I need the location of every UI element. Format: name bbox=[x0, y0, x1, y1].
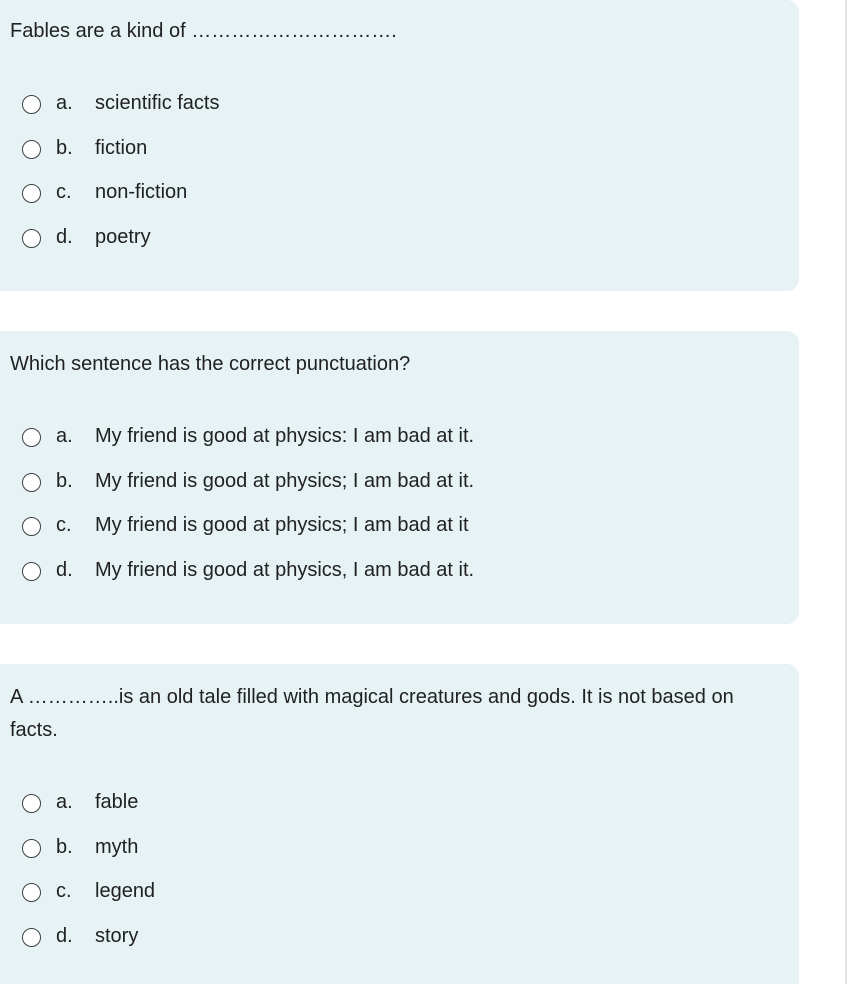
radio-button[interactable] bbox=[22, 473, 41, 492]
radio-button[interactable] bbox=[22, 229, 41, 248]
question-card-1 bbox=[0, 0, 799, 291]
option-text: legend bbox=[95, 880, 156, 902]
option-letter: d. bbox=[56, 924, 73, 947]
radio-button[interactable] bbox=[22, 428, 41, 447]
question-prompt: A …………..is an old tale filled with magical creatures and gods. It is not based on facts. bbox=[10, 686, 734, 741]
option-letter: c. bbox=[56, 514, 72, 536]
option-letter: d. bbox=[56, 225, 73, 248]
radio-button[interactable] bbox=[22, 517, 41, 536]
radio-button[interactable] bbox=[22, 794, 41, 813]
option-letter: a. bbox=[56, 92, 73, 114]
option-letter: b. bbox=[56, 835, 73, 858]
option-text: story bbox=[95, 924, 139, 947]
option-letter: a. bbox=[56, 791, 73, 813]
option-letter: a. bbox=[56, 425, 73, 447]
radio-button[interactable] bbox=[22, 184, 41, 203]
question-card-2 bbox=[0, 331, 799, 624]
option-text: fable bbox=[95, 791, 139, 813]
option-letter: c. bbox=[56, 880, 72, 902]
option-text: My friend is good at physics; I am bad at it. bbox=[95, 469, 475, 492]
radio-button[interactable] bbox=[22, 883, 41, 902]
radio-button[interactable] bbox=[22, 562, 41, 581]
radio-button[interactable] bbox=[22, 140, 41, 159]
option-text: fiction bbox=[95, 136, 148, 159]
option-text: myth bbox=[95, 835, 139, 858]
option-text: poetry bbox=[95, 225, 151, 248]
question-card-3 bbox=[0, 664, 799, 984]
radio-button[interactable] bbox=[22, 928, 41, 947]
option-text: non-fiction bbox=[95, 181, 188, 203]
radio-button[interactable] bbox=[22, 95, 41, 114]
option-text: My friend is good at physics, I am bad at it. bbox=[95, 558, 475, 581]
option-letter: b. bbox=[56, 469, 73, 492]
option-text: My friend is good at physics; I am bad at it bbox=[95, 514, 469, 536]
radio-button[interactable] bbox=[22, 839, 41, 858]
question-prompt: Fables are a kind of …………………………. bbox=[10, 20, 397, 42]
option-letter: c. bbox=[56, 181, 72, 203]
option-text: My friend is good at physics: I am bad at it. bbox=[95, 425, 475, 447]
option-letter: d. bbox=[56, 558, 73, 581]
question-prompt: Which sentence has the correct punctuation? bbox=[10, 353, 411, 375]
option-letter: b. bbox=[56, 136, 73, 159]
option-text: scientific facts bbox=[95, 92, 220, 114]
